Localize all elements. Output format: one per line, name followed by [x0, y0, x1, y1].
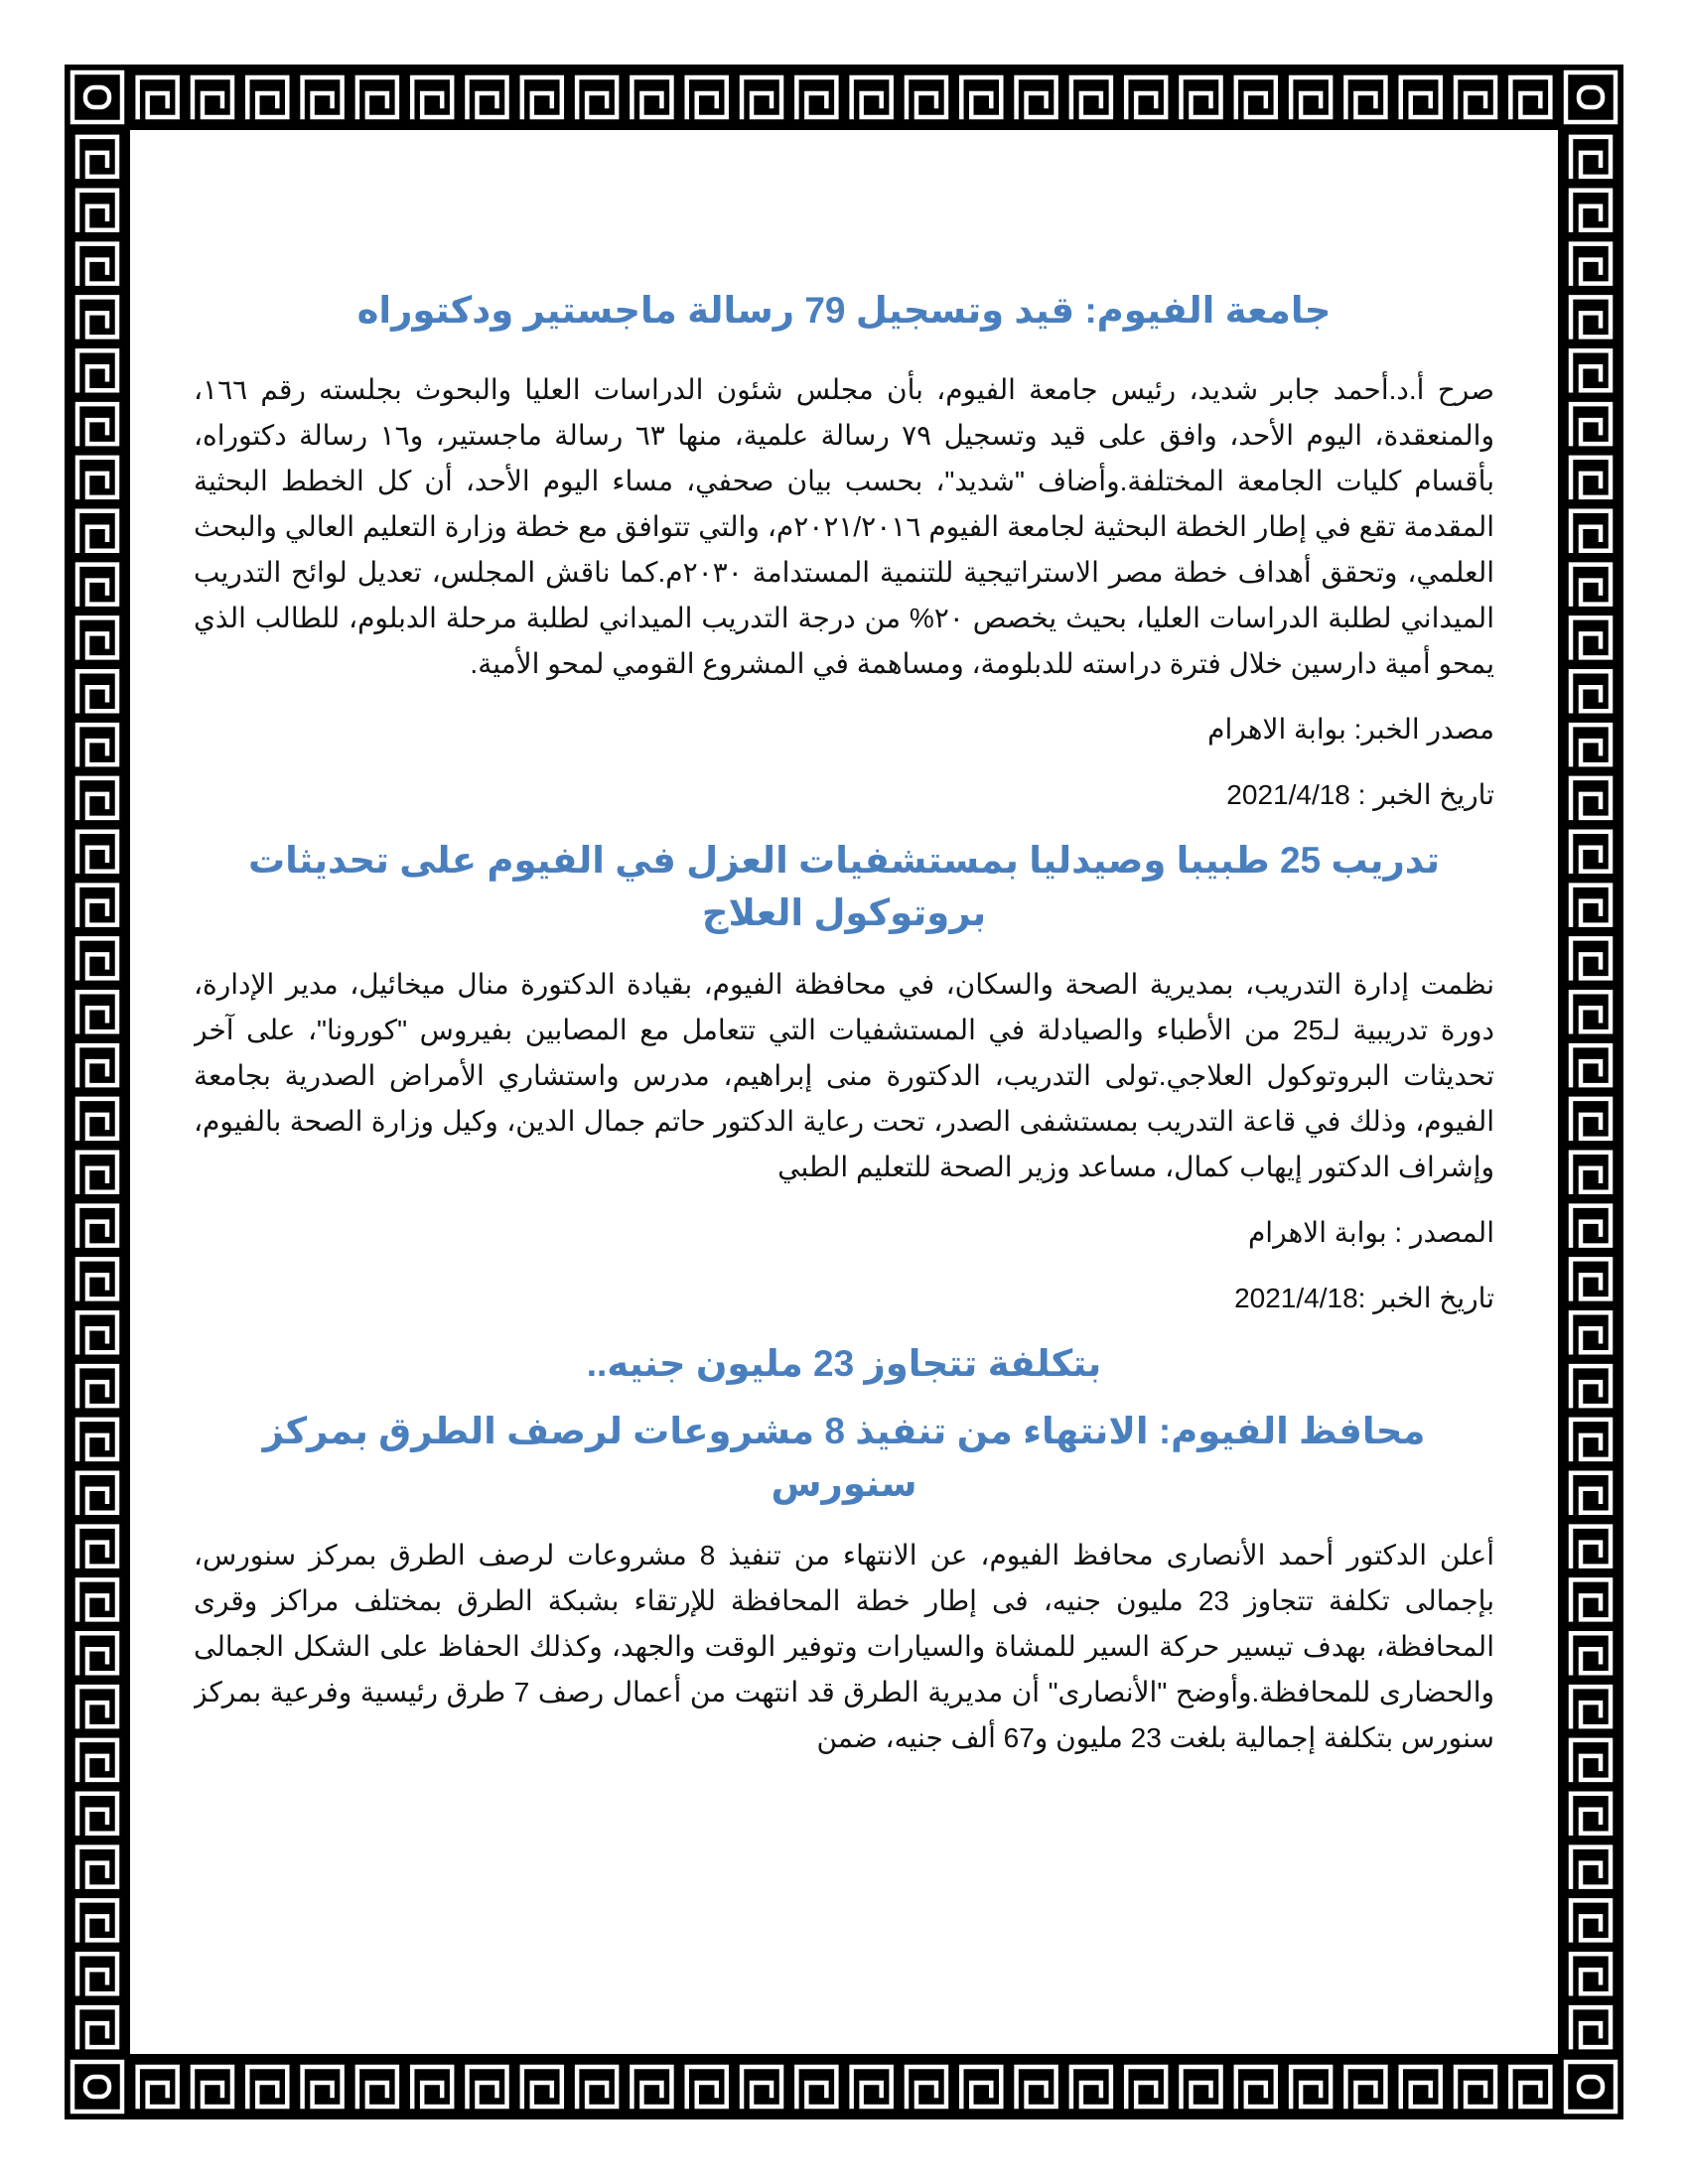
article-3-body: أعلن الدكتور أحمد الأنصارى محافظ الفيوم، عن الانتهاء من تنفيذ 8 مشروعات لرصف الطرق بمركز سنورس، بإجمالى تكلفة تتجاوز 23 مليون جنيه، فى إطار خطة المحافظة للإرتقاء بشبكة الطرق بمختلف مراكز وقرى المحافظة، بهدف تيسير حركة السير للمشاة والسيارات وتوفير الوقت والجهد، وكذلك الحفاظ على الشكل الجمالى والحضارى للمحافظة.وأوضح "الأنصارى" أن مديرية الطرق قد انتهت من أعمال رصف 7 طرق رئيسية وفرعية بمركز سنورس بتكلفة إجمالية بلغت 23 مليون و67 ألف جنيه، ضمن [194, 1539, 1494, 1753]
article-3-pretitle: بتكلفة تتجاوز 23 مليون جنيه.. [586, 1342, 1102, 1384]
article-1-date: تاريخ الخبر : 2021/4/18 [1226, 778, 1494, 810]
article-2 [194, 834, 1494, 1321]
article-2-source: المصدر : بوابة الاهرام [1247, 1216, 1494, 1248]
article-2-body: نظمت إدارة التدريب، بمديرية الصحة والسكان، في محافظة الفيوم، بقيادة الدكتورة منال ميخائيل، مدير الإدارة، دورة تدريبية لـ25 من الأطباء والصيادلة في المستشفيات التي تتعامل مع المصابين بفيروس "كورونا"، على آخر تحديثات البروتوكول العلاجي.تولى التدريب، الدكتورة منى إبراهيم، مدرس واستشاري الأمراض الصدرية بجامعة الفيوم، وذلك في قاعة التدريب بمستشفى الصدر، تحت رعاية الدكتور حاتم جمال الدين، وكيل وزارة الصحة بالفيوم، وإشراف الدكتور إيهاب كمال، مساعد وزير الصحة للتعليم الطبي [194, 968, 1494, 1182]
article-3-title: محافظ الفيوم: الانتهاء من تنفيذ 8 مشروعات لرصف الطرق بمركز سنورس [262, 1410, 1426, 1505]
article-1 [194, 284, 1494, 818]
article-1-body: صرح أ.د.أحمد جابر شديد، رئيس جامعة الفيوم، بأن مجلس شئون الدراسات العليا والبحوث بجلسته رقم ١٦٦، والمنعقدة، اليوم الأحد، وافق على قيد وتسجيل ٧٩ رسالة علمية، منها ٦٣ رسالة ماجستير، و١٦ رسالة دكتوراه، بأقسام كليات الجامعة المختلفة.وأضاف "شديد"، بحسب بيان صحفي، مساء اليوم الأحد، أن كل الخطط البحثية المقدمة تقع في إطار الخطة البحثية لجامعة الفيوم ٢٠٢١/٢٠١٦م، والتي تتوافق مع خطة وزارة التعليم العالي والبحث العلمي، وتحقق أهداف خطة مصر الاستراتيجية للتنمية المستدامة ٢٠٣٠م.كما ناقش المجلس، تعديل لوائح التدريب الميداني لطلبة الدراسات العليا، بحيث يخصص ٢٠% من درجة التدريب الميداني لطلبة مرحلة الدبلوم، للطالب الذي يمحو أمية دارسين خلال فترة دراسته للدبلومة، ومساهمة في المشروع القومي لمحو الأمية. [194, 373, 1494, 679]
article-1-source: مصدر الخبر: بوابة الاهرام [1207, 713, 1494, 745]
article-1-title: جامعة الفيوم: قيد وتسجيل 79 رسالة ماجستير ودكتوراه [356, 290, 1332, 331]
page-content [194, 248, 1494, 1976]
article-2-date: تاريخ الخبر :2021/4/18 [1234, 1282, 1494, 1313]
article-2-title: تدريب 25 طبيبا وصيدليا بمستشفيات العزل في الفيوم على تحديثات بروتوكول العلاج [247, 839, 1441, 934]
article-3 [194, 1337, 1494, 1761]
